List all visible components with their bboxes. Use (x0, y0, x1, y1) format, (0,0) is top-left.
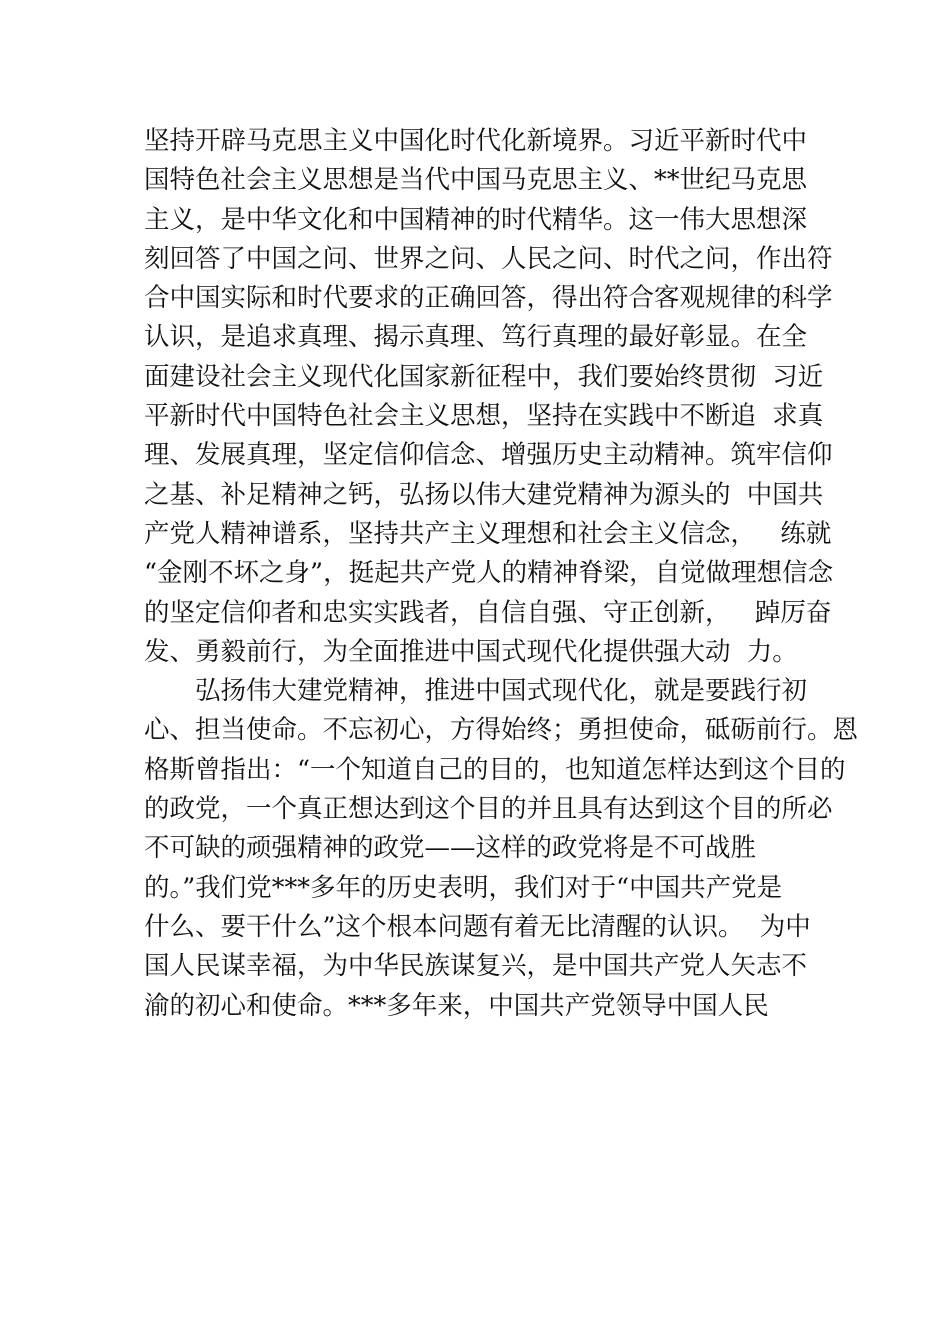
text-line: 格斯曾指出：“一个知道自己的目的，也知道怎样达到这个目的 (144, 754, 846, 785)
text-line: 刻回答了中国之问、世界之问、人民之问、时代之问，作出符 (144, 243, 833, 274)
text-line: 不可缺的顽强精神的政党——这样的政党将是不可战胜 (144, 833, 757, 864)
text-line: “金刚不坏之身”，挺起共产党人的精神脊梁，自觉做理想信念 (144, 558, 834, 589)
paragraph-2 (144, 672, 859, 1026)
paragraph-1 (144, 122, 844, 672)
body-text (144, 122, 859, 1026)
text-line: 什么、要干什么”这个根本问题有着无比清醒的认识。 为中 (144, 911, 811, 942)
text-line: 的。”我们党***多年的历史表明，我们对于“中国共产党是 (144, 872, 783, 903)
text-line: 发、勇毅前行，为全面推进中国式现代化提供强大动 力。 (144, 636, 798, 667)
text-line: 主义，是中华文化和中国精神的时代精华。这一伟大思想深 (144, 204, 808, 235)
text-line: 认识，是追求真理、揭示真理、笃行真理的最好彰显。在全 (144, 322, 808, 353)
text-line: 面建设社会主义现代化国家新征程中，我们要始终贯彻 习近 (144, 361, 824, 392)
text-line: 的坚定信仰者和忠实实践者，自信自强、守正创新， 踔厉奋 (144, 597, 832, 628)
text-line: 弘扬伟大建党精神，推进中国式现代化，就是要践行初 (195, 676, 808, 707)
text-line: 平新时代中国特色社会主义思想，坚持在实践中不断追 求真 (144, 401, 824, 432)
text-line: 的政党，一个真正想达到这个目的并且具有达到这个目的所必 (144, 794, 833, 825)
text-line: 国人民谋幸福，为中华民族谋复兴，是中国共产党人矢志不 (144, 951, 808, 982)
text-line: 坚持开辟马克思主义中国化时代化新境界。习近平新时代中 (144, 126, 808, 156)
text-line: 理、发展真理，坚定信仰信念、增强历史主动精神。筑牢信仰 (144, 440, 833, 471)
text-line: 之基、补足精神之钙，弘扬以伟大建党精神为源头的 中国共 (144, 479, 824, 510)
text-line: 渝的初心和使命。***多年来，中国共产党领导中国人民 (144, 990, 769, 1021)
text-line: 产党人精神谱系，坚持共产主义理想和社会主义信念， 练就 (144, 518, 832, 549)
text-line: 心、担当使命。不忘初心，方得始终；勇担使命，砥砺前行。恩 (144, 715, 859, 746)
text-line: 国特色社会主义思想是当代中国马克思主义、**世纪马克思 (144, 165, 808, 196)
text-line: 合中国实际和时代要求的正确回答，得出符合客观规律的科学 (144, 283, 833, 314)
